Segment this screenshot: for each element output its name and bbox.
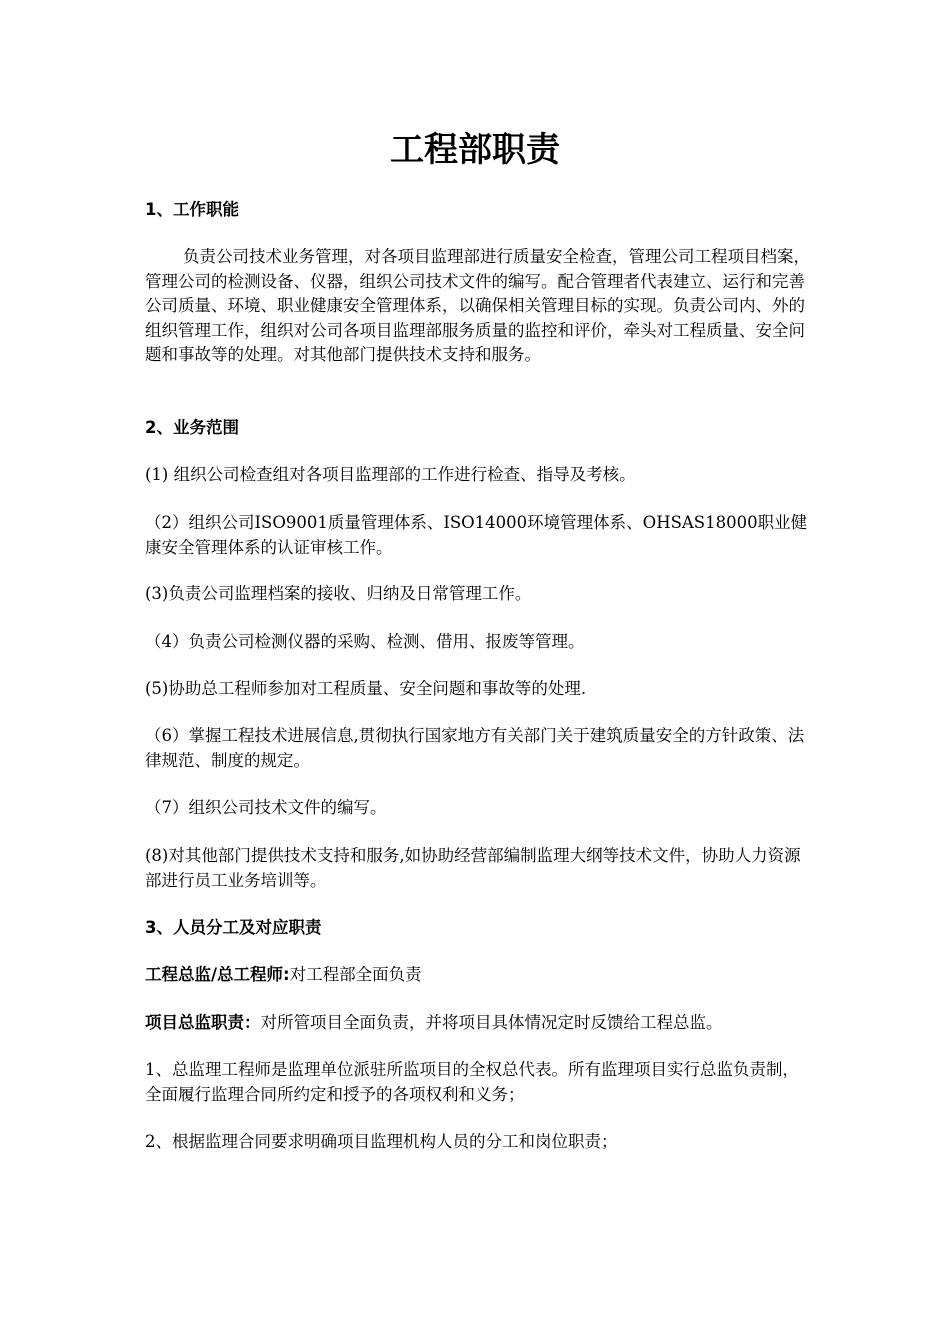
- scope-item-5: (5)协助总工程师参加对工程质量、安全问题和事故等的处理.: [145, 679, 587, 698]
- role-label: 工程总监/总工程师:: [145, 965, 290, 984]
- role-text: 对所管项目全面负责，并将项目具体情况定时反馈给工程总监。: [260, 1013, 723, 1032]
- role-text: 对工程部全面负责: [289, 965, 422, 984]
- scope-item-3: (3)负责公司监理档案的接收、归纳及日常管理工作。: [145, 584, 532, 603]
- role-label: 项目总监职责：: [145, 1013, 261, 1032]
- scope-item-2: （2）组织公司ISO9001质量管理体系、ISO14000环境管理体系、OHSAS18000职业健康安全管理体系的认证审核工作。: [145, 513, 808, 557]
- page-title: 工程部职责: [390, 130, 560, 170]
- scope-item-8: (8)对其他部门提供技术支持和服务,如协助经营部编制监理大纲等技术文件，协助人力资源部进行员工业务培训等。: [145, 846, 801, 890]
- work-functions-paragraph: 负责公司技术业务管理，对各项目监理部进行质量安全检查，管理公司工程项目档案，管理公司的检测设备、仪器，组织公司技术文件的编写。配合管理者代表建立、运行和完善公司质量、环境、职业健康安全管理体系，以确保相关管理目标的实现。负责公司内、外的组织管理工作，组织对公司各项目监理部服务质量的监控和评价，牵头对工程质量、安全问题和事故等的处理。对其他部门提供技术支持和服务。: [145, 247, 810, 364]
- section-heading-business-scope: 2、业务范围: [145, 418, 239, 437]
- duty-item-2: 2、根据监理合同要求明确项目监理机构人员的分工和岗位职责；: [145, 1132, 618, 1151]
- scope-item-1: (1) 组织公司检查组对各项目监理部的工作进行检查、指导及考核。: [145, 465, 636, 484]
- section-heading-work-functions: 1、工作职能: [145, 200, 239, 219]
- scope-item-7: （7）组织公司技术文件的编写。: [145, 798, 387, 817]
- duty-item-1: 1、总监理工程师是监理单位派驻所监项目的全权总代表。所有监理项目实行总监负责制，全面履行监理合同所约定和授予的各项权利和义务；: [145, 1060, 799, 1104]
- role-project-director: [145, 1011, 825, 1036]
- section-heading-staff-duties: 3、人员分工及对应职责: [145, 918, 322, 937]
- scope-item-4: （4）负责公司检测仪器的采购、检测、借用、报废等管理。: [145, 632, 585, 651]
- role-chief-engineer: [145, 963, 810, 988]
- scope-item-6: （6）掌握工程技术进展信息,贯彻执行国家地方有关部门关于建筑质量安全的方针政策、法律规范、制度的规定。: [145, 726, 805, 770]
